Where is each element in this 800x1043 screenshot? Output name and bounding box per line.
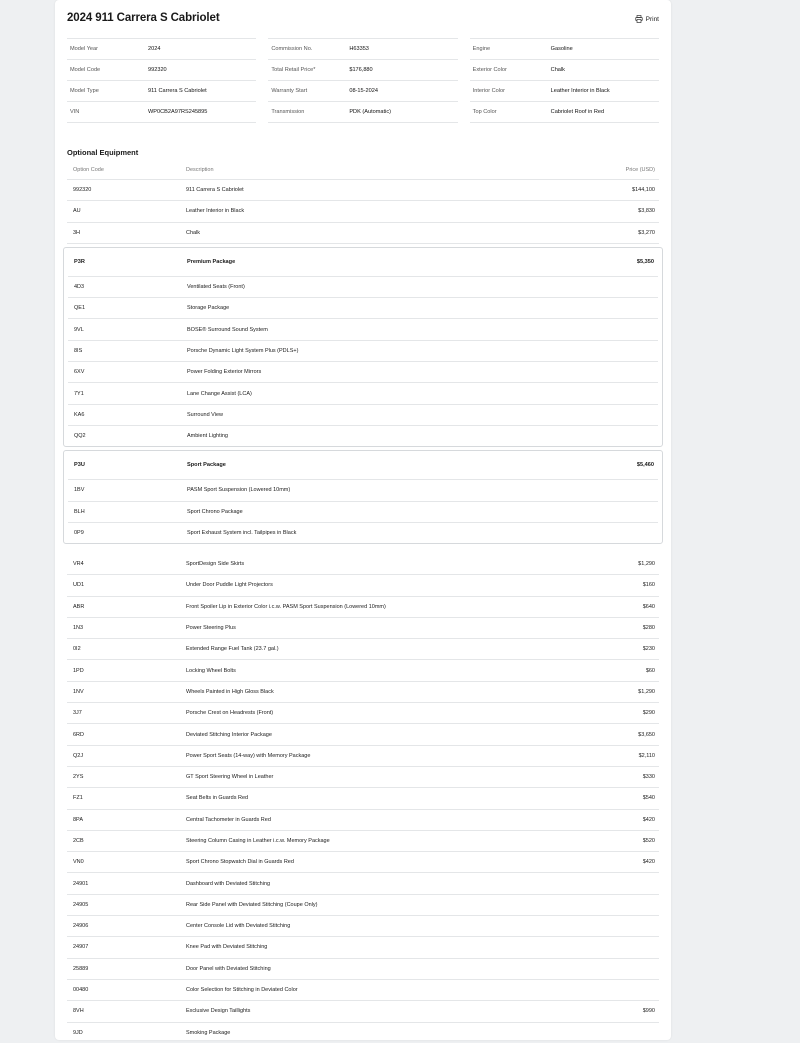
- option-description: Storage Package: [187, 305, 230, 312]
- table-row: [67, 575, 659, 596]
- option-code: 7Y1: [74, 390, 84, 397]
- option-code: 6XV: [74, 369, 85, 376]
- spec-label: Warranty Start: [271, 88, 308, 94]
- table-row: [67, 746, 659, 767]
- option-description: Center Console Lid with Deviated Stitching: [186, 923, 291, 930]
- spec-row: [268, 38, 457, 60]
- print-label: Print: [645, 15, 659, 23]
- option-price: $60: [645, 667, 655, 674]
- table-row: [67, 767, 659, 788]
- table-row: [67, 639, 659, 660]
- option-description: Deviated Stitching Interior Package: [186, 731, 272, 738]
- option-description: Dashboard with Deviated Stitching: [186, 880, 271, 887]
- option-description: Sport Chrono Stopwatch Dial in Guards Red: [186, 859, 294, 866]
- option-description: Smoking Package: [186, 1029, 231, 1036]
- spec-row: [67, 60, 256, 81]
- table-row: [67, 873, 659, 894]
- printer-icon: [635, 15, 643, 23]
- option-price: $990: [642, 1008, 655, 1015]
- option-code: ABR: [73, 603, 85, 610]
- option-description: BOSE® Surround Sound System: [187, 326, 268, 333]
- option-code: 6RD: [73, 731, 85, 738]
- table-row: [67, 788, 659, 809]
- option-code: 992320: [73, 187, 92, 194]
- spec-label: Model Code: [70, 67, 101, 73]
- option-description: 911 Carrera S Cabriolet: [186, 187, 244, 194]
- spec-row: [268, 60, 457, 81]
- table-row: [67, 916, 659, 937]
- sport-package: [63, 450, 663, 544]
- option-code: 24901: [73, 880, 89, 887]
- spec-row: [470, 60, 659, 81]
- table-row: [67, 937, 659, 958]
- option-description: GT Sport Steering Wheel in Leather: [186, 774, 274, 781]
- option-description: Power Folding Exterior Mirrors: [187, 369, 262, 376]
- spec-label: Exterior Color: [472, 67, 507, 73]
- package-price: $5,460: [636, 462, 654, 469]
- option-description: Front Spoiler Lip in Exterior Color i.c.w. PASM Sport Suspension (Lowered 10mm): [186, 603, 386, 610]
- option-code: VR4: [73, 561, 84, 568]
- option-code: 00480: [73, 987, 89, 994]
- option-price: $640: [642, 603, 655, 610]
- option-price: $160: [642, 582, 655, 589]
- option-description: PASM Sport Suspension (Lowered 10mm): [187, 487, 291, 494]
- option-price: $3,650: [638, 731, 655, 738]
- option-code: 1BV: [74, 487, 85, 494]
- option-code: 24906: [73, 923, 89, 930]
- option-code: BLH: [74, 508, 85, 515]
- spec-label: VIN: [70, 109, 80, 115]
- header-price: Price (USD): [625, 167, 655, 173]
- table-row: [68, 277, 658, 298]
- table-row: [67, 1023, 659, 1043]
- option-description: Seat Belts in Guards Red: [186, 795, 249, 802]
- table-row: [67, 959, 659, 980]
- option-price: $3,830: [638, 208, 655, 215]
- option-description: Door Panel with Deviated Stitching: [186, 965, 271, 972]
- table-row: [68, 341, 658, 362]
- option-code: 1PD: [73, 667, 84, 674]
- spec-value: $176,880: [349, 67, 373, 73]
- option-price: $144,100: [632, 187, 655, 194]
- spec-value: Leather Interior in Black: [550, 88, 610, 94]
- option-description: Wheels Painted in High Gloss Black: [186, 688, 274, 695]
- option-description: Under Door Puddle Light Projectors: [186, 582, 273, 589]
- option-code: 9VL: [74, 326, 84, 333]
- spec-row: [67, 102, 256, 123]
- option-code: QE1: [74, 305, 86, 312]
- vehicle-specs: [67, 38, 659, 123]
- table-row: [68, 480, 658, 501]
- option-description: Lane Change Assist (LCA): [187, 390, 252, 397]
- spec-row: [67, 38, 256, 60]
- spec-label: Interior Color: [472, 88, 505, 94]
- option-price: $540: [642, 795, 655, 802]
- spec-value: Chalk: [550, 67, 565, 73]
- option-description: Porsche Crest on Headrests (Front): [186, 710, 274, 717]
- table-row: [68, 319, 658, 340]
- option-code: 8PA: [73, 816, 83, 823]
- table-row: [67, 831, 659, 852]
- table-row: [67, 554, 659, 575]
- option-code: Q2J: [73, 752, 84, 759]
- spec-row: [67, 81, 256, 102]
- spec-label: Model Year: [70, 46, 98, 52]
- option-description: Power Steering Plus: [186, 625, 236, 632]
- table-row: [68, 426, 658, 446]
- option-code: FZ1: [73, 795, 83, 802]
- spec-value: Cabriolet Roof in Red: [550, 109, 605, 115]
- option-code: 24907: [73, 944, 89, 951]
- option-description: Surround View: [187, 411, 223, 418]
- option-description: Central Tachometer in Guards Red: [186, 816, 271, 823]
- option-price: $280: [642, 625, 655, 632]
- table-row: [67, 895, 659, 916]
- options-table-top: [67, 180, 659, 547]
- option-code: 2CB: [73, 838, 84, 844]
- option-price: $2,110: [638, 752, 655, 759]
- table-row: [67, 852, 659, 873]
- specs-column-1: [67, 38, 256, 123]
- option-price: $230: [642, 646, 655, 653]
- spec-label: Top Color: [472, 109, 497, 115]
- table-row: [67, 201, 659, 222]
- spec-value: WP0CB2A97RS245895: [148, 109, 208, 115]
- vehicle-details-card: [55, 0, 671, 1040]
- option-code: AU: [73, 208, 81, 215]
- option-description: Ambient Lighting: [187, 433, 228, 440]
- spec-label: Engine: [472, 46, 491, 52]
- option-description: Steering Column Casing in Leather i.c.w. Memory Package: [186, 838, 330, 844]
- table-row: [68, 362, 658, 383]
- table-row: [67, 682, 659, 703]
- spec-row: [470, 102, 659, 123]
- option-price: $290: [642, 710, 655, 717]
- table-row: [67, 180, 659, 201]
- option-code: KA6: [74, 411, 85, 418]
- table-row: [68, 405, 658, 426]
- table-row: [67, 223, 659, 244]
- spec-value: 08-15-2024: [349, 88, 378, 94]
- option-code: UD1: [73, 582, 85, 589]
- option-description: Locking Wheel Bolts: [186, 667, 236, 674]
- option-price: $3,270: [638, 229, 655, 236]
- option-price: $420: [642, 816, 655, 823]
- option-price: $1,290: [638, 561, 655, 568]
- option-description: Extended Range Fuel Tank (23.7 gal.): [186, 646, 279, 653]
- package-price: $5,350: [636, 258, 654, 265]
- option-description: SportDesign Side Skirts: [186, 561, 245, 568]
- spec-value: H63353: [349, 46, 369, 52]
- table-row: [67, 1001, 659, 1022]
- option-code: 0I2: [73, 646, 81, 653]
- option-price: $420: [642, 859, 655, 866]
- spec-row: [268, 102, 457, 123]
- option-description: Power Sport Seats (14-way) with Memory Package: [186, 752, 311, 759]
- option-price: $520: [642, 838, 655, 844]
- spec-row: [470, 38, 659, 60]
- option-code: VN0: [73, 859, 84, 866]
- table-row: [67, 980, 659, 1001]
- spec-value: 2024: [148, 46, 161, 52]
- table-row: [67, 660, 659, 681]
- option-code: 0P9: [74, 530, 84, 536]
- option-code: 1NV: [73, 688, 84, 695]
- package-header: [68, 451, 658, 480]
- option-description: Color Selection for Stitching in Deviated Color: [186, 987, 298, 994]
- spec-value: 992320: [148, 67, 167, 73]
- option-code: 3H: [73, 229, 81, 236]
- spec-row: [268, 81, 457, 102]
- option-code: 25889: [73, 965, 89, 972]
- table-row: [67, 618, 659, 639]
- print-button[interactable]: [635, 15, 659, 23]
- package-code: P3U: [74, 462, 85, 469]
- option-code: 24905: [73, 901, 89, 908]
- option-description: Exclusive Design Taillights: [186, 1008, 251, 1015]
- option-code: 2YS: [73, 774, 84, 781]
- spec-label: Transmission: [271, 109, 305, 115]
- option-code: 9JD: [73, 1029, 83, 1036]
- table-row: [67, 597, 659, 618]
- spec-value: Gasoline: [550, 46, 573, 52]
- option-code: 8IS: [74, 347, 83, 354]
- header-option-code: Option Code: [73, 167, 104, 173]
- option-description: Knee Pad with Deviated Stitching: [186, 944, 268, 951]
- option-description: Sport Exhaust System incl. Tailpipes in Black: [187, 530, 297, 536]
- option-description: Porsche Dynamic Light System Plus (PDLS+): [187, 347, 299, 354]
- option-description: Leather Interior in Black: [186, 208, 245, 215]
- option-description: Ventilated Seats (Front): [187, 284, 245, 291]
- option-code: 1N3: [73, 625, 84, 632]
- option-price: $1,290: [638, 688, 655, 695]
- page-title: 2024 911 Carrera S Cabriolet: [67, 12, 220, 24]
- table-row: [67, 703, 659, 724]
- premium-package: [63, 247, 663, 447]
- options-table-bottom: [67, 554, 659, 1043]
- option-description: Rear Side Panel with Deviated Stitching (Coupe Only): [186, 901, 318, 908]
- specs-column-3: [470, 38, 659, 123]
- option-description: Sport Chrono Package: [187, 508, 243, 515]
- package-code: P3R: [74, 258, 85, 265]
- option-code: QQ2: [74, 433, 86, 440]
- optional-equipment-title: Optional Equipment: [67, 148, 139, 157]
- spec-value: PDK (Automatic): [349, 109, 391, 115]
- package-name: Premium Package: [187, 258, 236, 265]
- table-row: [67, 810, 659, 831]
- option-code: 8VH: [73, 1008, 84, 1015]
- table-row: [68, 298, 658, 319]
- table-row: [68, 523, 658, 543]
- spec-label: Commission No.: [271, 46, 313, 52]
- options-table-header: [67, 161, 659, 180]
- table-row: [67, 724, 659, 745]
- specs-column-2: [268, 38, 457, 123]
- spec-row: [470, 81, 659, 102]
- package-header: [68, 248, 658, 277]
- spec-label: Model Type: [70, 88, 99, 94]
- option-code: 3J7: [73, 710, 82, 717]
- header-description: Description: [186, 167, 214, 173]
- spec-value: 911 Carrera S Cabriolet: [148, 88, 207, 94]
- option-code: 4D3: [74, 284, 85, 291]
- package-name: Sport Package: [187, 462, 226, 469]
- spec-label: Total Retail Price*: [271, 67, 316, 73]
- table-row: [68, 383, 658, 404]
- option-price: $330: [642, 774, 655, 781]
- table-row: [68, 502, 658, 523]
- option-description: Chalk: [186, 229, 201, 236]
